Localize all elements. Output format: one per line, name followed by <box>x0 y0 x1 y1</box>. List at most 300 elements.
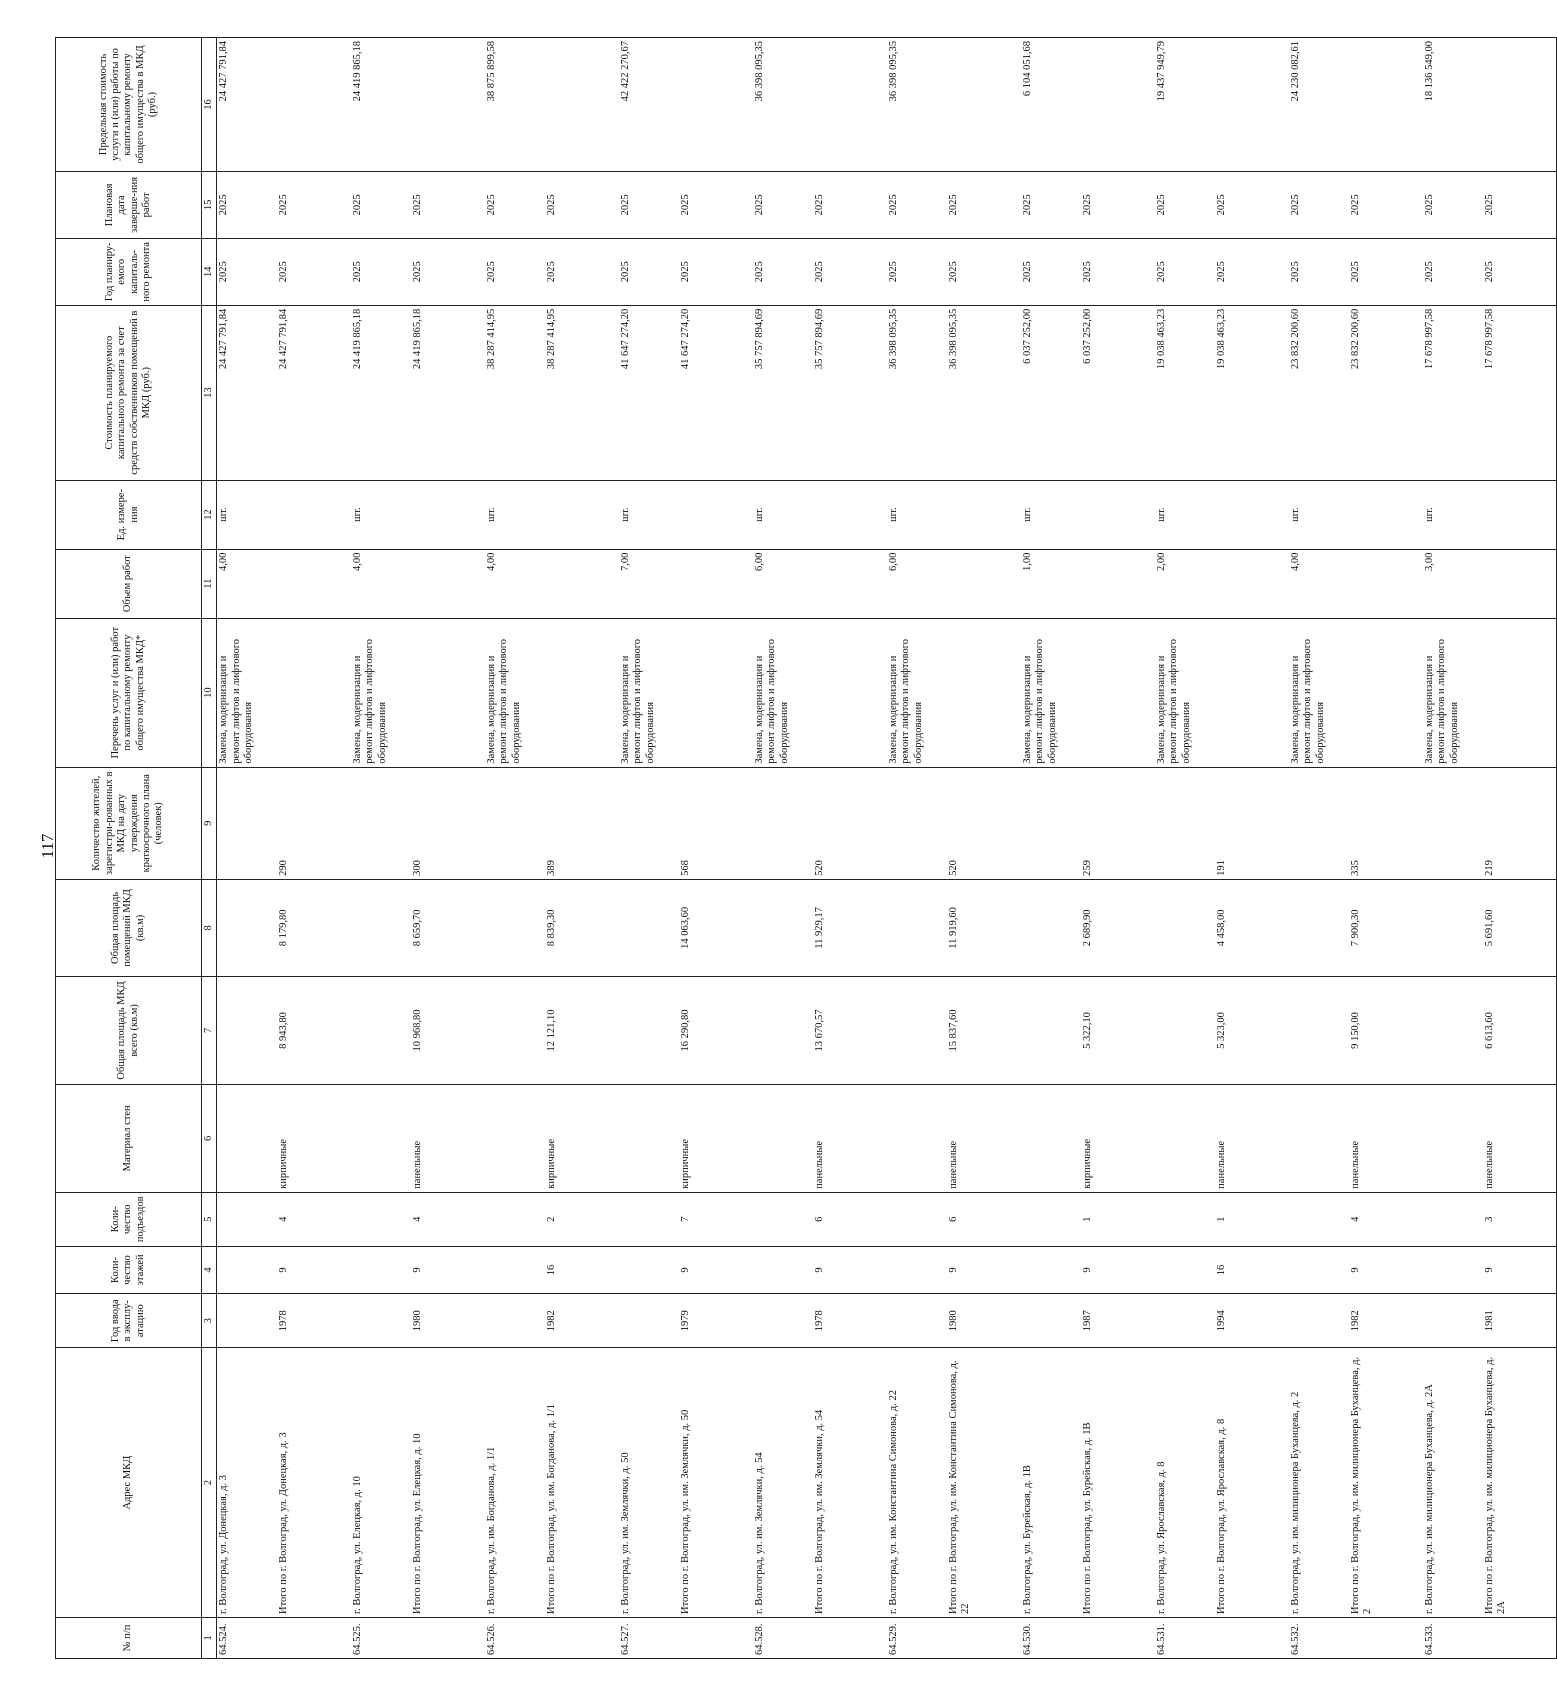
year-cell <box>1423 1294 1483 1348</box>
completion-date-cell: 2025 <box>947 171 1021 238</box>
completion-date-cell: 2025 <box>1215 171 1289 238</box>
repair-year-cell: 2025 <box>217 238 277 305</box>
wall-material-cell <box>485 1084 545 1192</box>
unit-cell: шт. <box>217 480 277 549</box>
residents-cell: 219 <box>1483 767 1557 879</box>
column-number: 11 <box>202 549 217 618</box>
premises-area-cell: 14 063,60 <box>679 879 753 976</box>
volume-cell <box>1081 549 1155 618</box>
limit-cost-cell <box>1215 38 1289 172</box>
row-number: 64.532. <box>1289 1618 1349 1659</box>
limit-cost-cell <box>1081 38 1155 172</box>
residents-cell <box>1423 767 1483 879</box>
unit-cell <box>1215 480 1289 549</box>
repair-year-cell: 2025 <box>351 238 411 305</box>
header-cell: Адрес МКД <box>56 1348 202 1618</box>
volume-cell <box>411 549 485 618</box>
entrances-cell <box>351 1192 411 1246</box>
address-cell: г. Волгоград, ул. им. милиционера Буханцева, д. 2 <box>1289 1348 1349 1618</box>
total-area-cell <box>1021 976 1081 1084</box>
volume-cell <box>1349 549 1423 618</box>
row-number: 64.525. <box>351 1618 411 1659</box>
completion-date-cell: 2025 <box>545 171 619 238</box>
work-list-cell: Замена, модернизация и ремонт лифтов и лифтового оборудования <box>1289 618 1349 767</box>
address-cell: Итого по г. Волгоград, ул. им. Константина Симонова, д. 22 <box>947 1348 1021 1618</box>
row-number <box>813 1618 887 1659</box>
unit-cell <box>545 480 619 549</box>
unit-cell: шт. <box>1289 480 1349 549</box>
table-row <box>887 38 947 1659</box>
premises-area-cell <box>351 879 411 976</box>
unit-cell <box>679 480 753 549</box>
wall-material-cell: кирпичные <box>1081 1084 1155 1192</box>
completion-date-cell: 2025 <box>1081 171 1155 238</box>
volume-cell <box>813 549 887 618</box>
rotated-page <box>55 37 1508 1659</box>
repair-year-cell: 2025 <box>947 238 1021 305</box>
residents-cell <box>217 767 277 879</box>
header-row <box>56 38 202 1659</box>
row-number <box>947 1618 1021 1659</box>
repair-year-cell: 2025 <box>813 238 887 305</box>
total-area-cell <box>753 976 813 1084</box>
work-list-cell <box>1215 618 1289 767</box>
entrances-cell: 4 <box>411 1192 485 1246</box>
wall-material-cell: кирпичные <box>545 1084 619 1192</box>
year-cell: 1980 <box>411 1294 485 1348</box>
column-number: 7 <box>202 976 217 1084</box>
total-area-cell <box>485 976 545 1084</box>
work-list-cell: Замена, модернизация и ремонт лифтов и лифтового оборудования <box>1423 618 1483 767</box>
header-cell: Предельная стоимость услуги и (или) работы по капитальному ремонту общего имущества в МКД (руб.) <box>56 38 202 172</box>
entrances-cell: 7 <box>679 1192 753 1246</box>
completion-date-cell: 2025 <box>1155 171 1215 238</box>
table-row <box>1289 38 1349 1659</box>
limit-cost-cell: 18 136 549,00 <box>1423 38 1483 172</box>
unit-cell: шт. <box>1021 480 1081 549</box>
residents-cell: 335 <box>1349 767 1423 879</box>
repair-year-cell: 2025 <box>1289 238 1349 305</box>
floors-cell <box>485 1246 545 1293</box>
cost-cell: 23 832 200,60 <box>1349 305 1423 480</box>
completion-date-cell: 2025 <box>1021 171 1081 238</box>
year-cell: 1982 <box>545 1294 619 1348</box>
cost-cell: 24 427 791,84 <box>217 305 277 480</box>
limit-cost-cell <box>1349 38 1423 172</box>
row-number <box>1081 1618 1155 1659</box>
volume-cell <box>545 549 619 618</box>
unit-cell: шт. <box>485 480 545 549</box>
wall-material-cell: панельные <box>411 1084 485 1192</box>
residents-cell <box>887 767 947 879</box>
work-list-cell: Замена, модернизация и ремонт лифтов и лифтового оборудования <box>887 618 947 767</box>
total-area-cell: 10 968,80 <box>411 976 485 1084</box>
total-area-cell: 15 837,60 <box>947 976 1021 1084</box>
completion-date-cell: 2025 <box>753 171 813 238</box>
entrances-cell <box>753 1192 813 1246</box>
residents-cell: 520 <box>947 767 1021 879</box>
limit-cost-cell: 42 422 270,67 <box>619 38 679 172</box>
residents-cell <box>753 767 813 879</box>
unit-cell: шт. <box>351 480 411 549</box>
floors-cell <box>1155 1246 1215 1293</box>
cost-cell: 36 398 095,35 <box>887 305 947 480</box>
cost-cell: 41 647 274,20 <box>679 305 753 480</box>
address-cell: г. Волгоград, ул. Ярославская, д. 8 <box>1155 1348 1215 1618</box>
row-number <box>1483 1618 1557 1659</box>
total-area-cell <box>619 976 679 1084</box>
row-number: 64.530. <box>1021 1618 1081 1659</box>
wall-material-cell <box>753 1084 813 1192</box>
work-list-cell <box>679 618 753 767</box>
completion-date-cell: 2025 <box>485 171 545 238</box>
volume-cell: 4,00 <box>351 549 411 618</box>
premises-area-cell <box>753 879 813 976</box>
total-area-cell <box>1423 976 1483 1084</box>
column-number: 8 <box>202 879 217 976</box>
header-cell: Коли-чество подъездов <box>56 1192 202 1246</box>
year-cell <box>887 1294 947 1348</box>
work-list-cell <box>1349 618 1423 767</box>
table-row <box>619 38 679 1659</box>
volume-cell: 4,00 <box>217 549 277 618</box>
floors-cell <box>217 1246 277 1293</box>
total-row <box>947 38 1021 1659</box>
wall-material-cell <box>351 1084 411 1192</box>
work-list-cell: Замена, модернизация и ремонт лифтов и лифтового оборудования <box>351 618 411 767</box>
wall-material-cell: панельные <box>813 1084 887 1192</box>
work-list-cell: Замена, модернизация и ремонт лифтов и лифтового оборудования <box>217 618 277 767</box>
floors-cell: 9 <box>813 1246 887 1293</box>
volume-cell: 1,00 <box>1021 549 1081 618</box>
year-cell <box>485 1294 545 1348</box>
limit-cost-cell <box>277 38 351 172</box>
total-row <box>1483 38 1557 1659</box>
residents-cell: 389 <box>545 767 619 879</box>
header-cell: Плановая дата заверше-ния работ <box>56 171 202 238</box>
repair-year-cell: 2025 <box>619 238 679 305</box>
table-row <box>1155 38 1215 1659</box>
wall-material-cell <box>619 1084 679 1192</box>
year-cell: 1978 <box>277 1294 351 1348</box>
entrances-cell: 3 <box>1483 1192 1557 1246</box>
premises-area-cell <box>887 879 947 976</box>
completion-date-cell: 2025 <box>1349 171 1423 238</box>
completion-date-cell: 2025 <box>619 171 679 238</box>
row-number: 64.527. <box>619 1618 679 1659</box>
repair-year-cell: 2025 <box>1215 238 1289 305</box>
floors-cell: 9 <box>277 1246 351 1293</box>
repair-year-cell: 2025 <box>485 238 545 305</box>
column-number: 6 <box>202 1084 217 1192</box>
limit-cost-cell: 6 104 051,68 <box>1021 38 1081 172</box>
residents-cell: 259 <box>1081 767 1155 879</box>
entrances-cell: 2 <box>545 1192 619 1246</box>
repair-year-cell: 2025 <box>753 238 813 305</box>
volume-cell <box>277 549 351 618</box>
header-cell: № п/п <box>56 1618 202 1659</box>
page-number: 117 <box>38 833 57 859</box>
table-row <box>485 38 545 1659</box>
unit-cell: шт. <box>887 480 947 549</box>
completion-date-cell: 2025 <box>351 171 411 238</box>
header-cell: Год ввода в эксплу-атацию <box>56 1294 202 1348</box>
floors-cell: 9 <box>947 1246 1021 1293</box>
cost-cell: 23 832 200,60 <box>1289 305 1349 480</box>
row-number <box>277 1618 351 1659</box>
year-cell: 1982 <box>1349 1294 1423 1348</box>
year-cell: 1981 <box>1483 1294 1557 1348</box>
premises-area-cell: 5 691,60 <box>1483 879 1557 976</box>
address-cell: Итого по г. Волгоград, ул. Бурейская, д. 1В <box>1081 1348 1155 1618</box>
limit-cost-cell: 36 398 095,35 <box>887 38 947 172</box>
volume-cell: 3,00 <box>1423 549 1483 618</box>
row-number <box>1349 1618 1423 1659</box>
completion-date-cell: 2025 <box>1423 171 1483 238</box>
total-area-cell <box>1289 976 1349 1084</box>
header-cell: Объем работ <box>56 549 202 618</box>
wall-material-cell <box>1155 1084 1215 1192</box>
work-list-cell <box>1081 618 1155 767</box>
wall-material-cell <box>217 1084 277 1192</box>
table-body <box>217 38 1557 1659</box>
unit-cell <box>1483 480 1557 549</box>
table-row <box>1021 38 1081 1659</box>
column-number: 9 <box>202 767 217 879</box>
limit-cost-cell <box>947 38 1021 172</box>
entrances-cell <box>485 1192 545 1246</box>
address-cell: г. Волгоград, ул. им. Константина Симонова, д. 22 <box>887 1348 947 1618</box>
premises-area-cell <box>1289 879 1349 976</box>
total-row <box>1349 38 1423 1659</box>
address-cell: Итого по г. Волгоград, ул. им. милиционера Буханцева, д. 2А <box>1483 1348 1557 1618</box>
residents-cell: 191 <box>1215 767 1289 879</box>
floors-cell: 9 <box>1081 1246 1155 1293</box>
total-area-cell <box>887 976 947 1084</box>
address-cell: Итого по г. Волгоград, ул. им. Богданова, д. 1/1 <box>545 1348 619 1618</box>
cost-cell: 6 037 252,00 <box>1021 305 1081 480</box>
column-number: 14 <box>202 238 217 305</box>
address-cell: г. Волгоград, ул. Донецкая, д. 3 <box>217 1348 277 1618</box>
work-list-cell: Замена, модернизация и ремонт лифтов и лифтового оборудования <box>753 618 813 767</box>
repair-year-cell: 2025 <box>1155 238 1215 305</box>
column-number: 2 <box>202 1348 217 1618</box>
residents-cell <box>485 767 545 879</box>
entrances-cell: 6 <box>947 1192 1021 1246</box>
cost-cell: 19 038 463,23 <box>1155 305 1215 480</box>
total-row <box>679 38 753 1659</box>
unit-cell: шт. <box>753 480 813 549</box>
floors-cell <box>1021 1246 1081 1293</box>
residents-cell: 568 <box>679 767 753 879</box>
unit-cell <box>1081 480 1155 549</box>
work-list-cell: Замена, модернизация и ремонт лифтов и лифтового оборудования <box>1021 618 1081 767</box>
wall-material-cell: кирпичные <box>277 1084 351 1192</box>
premises-area-cell <box>1423 879 1483 976</box>
volume-cell <box>679 549 753 618</box>
repair-year-cell: 2025 <box>545 238 619 305</box>
residents-cell: 290 <box>277 767 351 879</box>
completion-date-cell: 2025 <box>1289 171 1349 238</box>
wall-material-cell: панельные <box>947 1084 1021 1192</box>
year-cell: 1979 <box>679 1294 753 1348</box>
header-cell: Перечень услуг и (или) работ по капитальному ремонту общего имущества МКД* <box>56 618 202 767</box>
entrances-cell <box>1423 1192 1483 1246</box>
repair-year-cell: 2025 <box>1483 238 1557 305</box>
address-cell: г. Волгоград, ул. Бурейская, д. 1В <box>1021 1348 1081 1618</box>
year-cell <box>1289 1294 1349 1348</box>
work-list-cell <box>277 618 351 767</box>
repair-year-cell: 2025 <box>277 238 351 305</box>
residents-cell <box>1021 767 1081 879</box>
column-number: 10 <box>202 618 217 767</box>
total-row <box>277 38 351 1659</box>
limit-cost-cell: 36 398 095,35 <box>753 38 813 172</box>
completion-date-cell: 2025 <box>679 171 753 238</box>
entrances-cell <box>887 1192 947 1246</box>
work-list-cell: Замена, модернизация и ремонт лифтов и лифтового оборудования <box>485 618 545 767</box>
volume-cell: 4,00 <box>1289 549 1349 618</box>
volume-cell <box>947 549 1021 618</box>
total-row <box>1081 38 1155 1659</box>
limit-cost-cell <box>813 38 887 172</box>
cost-cell: 35 757 894,69 <box>753 305 813 480</box>
repair-year-cell: 2025 <box>679 238 753 305</box>
cost-cell: 41 647 274,20 <box>619 305 679 480</box>
limit-cost-cell: 38 875 899,58 <box>485 38 545 172</box>
total-area-cell <box>217 976 277 1084</box>
address-cell: Итого по г. Волгоград, ул. Елецкая, д. 10 <box>411 1348 485 1618</box>
cost-cell: 19 038 463,23 <box>1215 305 1289 480</box>
cost-cell: 24 419 865,18 <box>411 305 485 480</box>
header-cell: Ед. измере-ния <box>56 480 202 549</box>
premises-area-cell: 2 689,90 <box>1081 879 1155 976</box>
address-cell: г. Волгоград, ул. им. Землячки, д. 50 <box>619 1348 679 1618</box>
completion-date-cell: 2025 <box>813 171 887 238</box>
entrances-cell <box>217 1192 277 1246</box>
floors-cell: 9 <box>1349 1246 1423 1293</box>
address-cell: Итого по г. Волгоград, ул. им. Землячки, д. 54 <box>813 1348 887 1618</box>
entrances-cell: 6 <box>813 1192 887 1246</box>
floors-cell: 9 <box>1483 1246 1557 1293</box>
total-area-cell: 8 943,80 <box>277 976 351 1084</box>
wall-material-cell: панельные <box>1483 1084 1557 1192</box>
row-number: 64.533. <box>1423 1618 1483 1659</box>
year-cell: 1978 <box>813 1294 887 1348</box>
wall-material-cell <box>1289 1084 1349 1192</box>
unit-cell <box>277 480 351 549</box>
entrances-cell: 4 <box>277 1192 351 1246</box>
floors-cell <box>1423 1246 1483 1293</box>
capital-repair-table <box>55 37 1557 1659</box>
repair-year-cell: 2025 <box>1423 238 1483 305</box>
total-area-cell: 13 670,57 <box>813 976 887 1084</box>
total-area-cell: 6 613,60 <box>1483 976 1557 1084</box>
premises-area-cell: 11 919,60 <box>947 879 1021 976</box>
wall-material-cell: панельные <box>1215 1084 1289 1192</box>
premises-area-cell <box>619 879 679 976</box>
year-cell: 1994 <box>1215 1294 1289 1348</box>
year-cell <box>753 1294 813 1348</box>
completion-date-cell: 2025 <box>217 171 277 238</box>
entrances-cell: 1 <box>1215 1192 1289 1246</box>
cost-cell: 38 287 414,95 <box>545 305 619 480</box>
address-cell: г. Волгоград, ул. им. Богданова, д. 1/1 <box>485 1348 545 1618</box>
year-cell <box>217 1294 277 1348</box>
unit-cell <box>813 480 887 549</box>
unit-cell: шт. <box>619 480 679 549</box>
header-cell: Общая площадь МКД всего (кв.м) <box>56 976 202 1084</box>
cost-cell: 36 398 095,35 <box>947 305 1021 480</box>
volume-cell: 2,00 <box>1155 549 1215 618</box>
year-cell: 1987 <box>1081 1294 1155 1348</box>
column-number: 12 <box>202 480 217 549</box>
header-cell: Коли-чество этажей <box>56 1246 202 1293</box>
residents-cell: 300 <box>411 767 485 879</box>
cost-cell: 35 757 894,69 <box>813 305 887 480</box>
volume-cell: 6,00 <box>887 549 947 618</box>
residents-cell <box>1155 767 1215 879</box>
column-number: 4 <box>202 1246 217 1293</box>
floors-cell: 16 <box>1215 1246 1289 1293</box>
total-row <box>813 38 887 1659</box>
total-area-cell: 5 322,10 <box>1081 976 1155 1084</box>
work-list-cell <box>1483 618 1557 767</box>
volume-cell: 7,00 <box>619 549 679 618</box>
total-area-cell: 9 150,00 <box>1349 976 1423 1084</box>
work-list-cell: Замена, модернизация и ремонт лифтов и лифтового оборудования <box>619 618 679 767</box>
floors-cell <box>1289 1246 1349 1293</box>
column-number: 3 <box>202 1294 217 1348</box>
cost-cell: 38 287 414,95 <box>485 305 545 480</box>
address-cell: Итого по г. Волгоград, ул. Ярославская, д. 8 <box>1215 1348 1289 1618</box>
floors-cell <box>619 1246 679 1293</box>
limit-cost-cell: 24 419 865,18 <box>351 38 411 172</box>
address-cell: Итого по г. Волгоград, ул. им. Землячки, д. 50 <box>679 1348 753 1618</box>
address-cell: Итого по г. Волгоград, ул. Донецкая, д. 3 <box>277 1348 351 1618</box>
row-number: 64.529. <box>887 1618 947 1659</box>
year-cell <box>351 1294 411 1348</box>
unit-cell: шт. <box>1155 480 1215 549</box>
premises-area-cell: 4 458,00 <box>1215 879 1289 976</box>
unit-cell <box>947 480 1021 549</box>
total-area-cell: 5 323,00 <box>1215 976 1289 1084</box>
volume-cell <box>1483 549 1557 618</box>
work-list-cell <box>411 618 485 767</box>
wall-material-cell <box>887 1084 947 1192</box>
premises-area-cell <box>1155 879 1215 976</box>
floors-cell: 16 <box>545 1246 619 1293</box>
cost-cell: 6 037 252,00 <box>1081 305 1155 480</box>
limit-cost-cell <box>545 38 619 172</box>
total-row <box>545 38 619 1659</box>
total-area-cell: 12 121,10 <box>545 976 619 1084</box>
premises-area-cell: 8 179,80 <box>277 879 351 976</box>
work-list-cell: Замена, модернизация и ремонт лифтов и лифтового оборудования <box>1155 618 1215 767</box>
row-number: 64.524. <box>217 1618 277 1659</box>
row-number: 64.526. <box>485 1618 545 1659</box>
address-cell: г. Волгоград, ул. Елецкая, д. 10 <box>351 1348 411 1618</box>
entrances-cell <box>1289 1192 1349 1246</box>
limit-cost-cell <box>679 38 753 172</box>
limit-cost-cell <box>1483 38 1557 172</box>
wall-material-cell <box>1021 1084 1081 1192</box>
address-cell: г. Волгоград, ул. им. милиционера Буханцева, д. 2А <box>1423 1348 1483 1618</box>
floors-cell <box>351 1246 411 1293</box>
work-list-cell <box>947 618 1021 767</box>
repair-year-cell: 2025 <box>1349 238 1423 305</box>
completion-date-cell: 2025 <box>887 171 947 238</box>
